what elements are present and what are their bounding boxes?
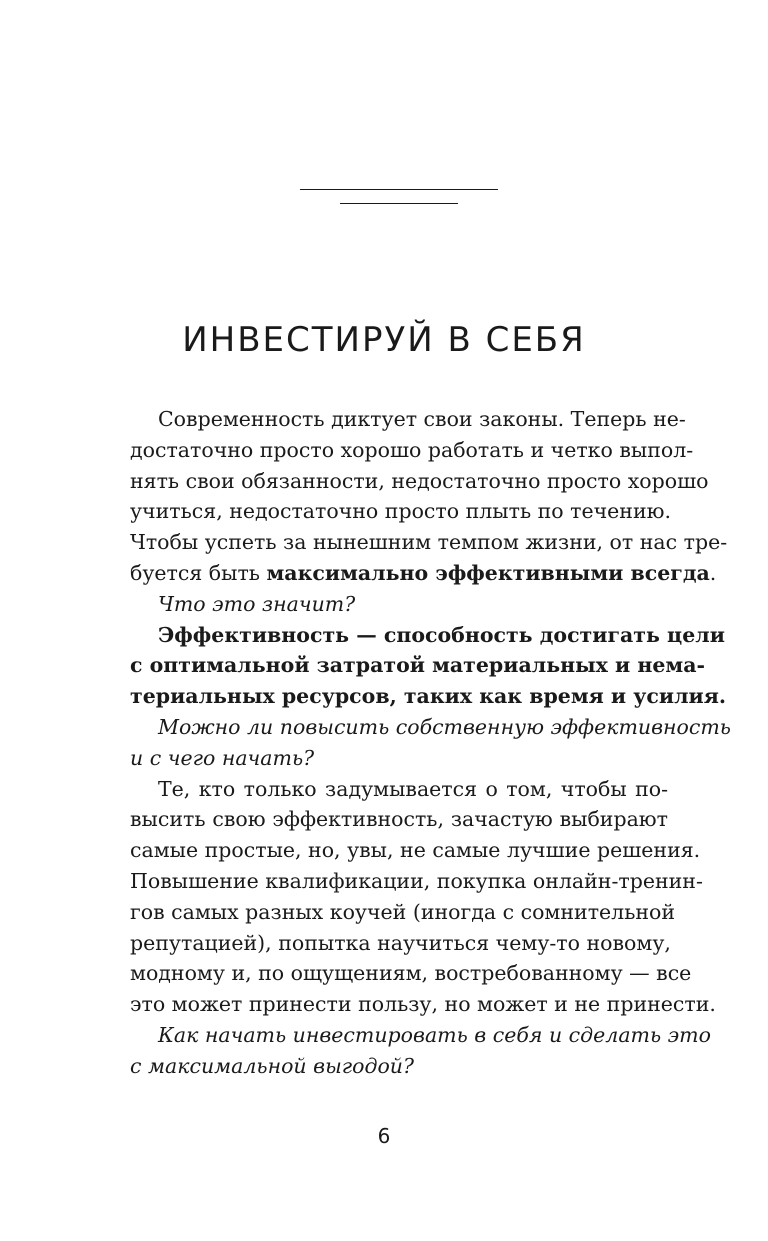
decorative-rule-top bbox=[300, 189, 498, 190]
text-fragment: . bbox=[709, 560, 717, 585]
question-how-to-invest bbox=[130, 1020, 711, 1082]
definition-paragraph bbox=[130, 620, 727, 712]
chapter-body bbox=[130, 404, 731, 1082]
text-line: Повышение квалификации, покупка онлайн-тренин- bbox=[130, 868, 703, 893]
paragraph-intro bbox=[130, 404, 728, 589]
text-line: учиться, недостаточно просто плыть по течению. bbox=[130, 499, 671, 524]
text-line: модному и, по ощущениям, востребованному — все bbox=[130, 961, 692, 986]
text-line: нять свои обязанности, недостаточно просто хорошо bbox=[130, 468, 709, 493]
question-what-does-it-mean: Что это значит? bbox=[158, 591, 356, 616]
page-number: 6 bbox=[377, 1124, 391, 1148]
question-can-we-improve bbox=[130, 712, 731, 774]
text-line: Можно ли повысить собственную эффективность bbox=[158, 714, 731, 739]
text-line: высить свою эффективность, зачастую выбирают bbox=[130, 807, 668, 832]
text-line: с оптимальной затратой материальных и нема- bbox=[130, 653, 706, 678]
text-line: с максимальной выгодой? bbox=[130, 1053, 414, 1078]
chapter-title: ИНВЕСТИРУЙ В СЕБЯ bbox=[182, 320, 586, 360]
text-line: и с чего начать? bbox=[130, 745, 315, 770]
paragraph-choices bbox=[130, 774, 716, 1020]
text-line: Те, кто только задумывается о том, чтобы по- bbox=[158, 776, 668, 801]
text-fragment: буется быть bbox=[130, 560, 267, 585]
text-line: гов самых разных коучей (иногда с сомнительной bbox=[130, 899, 676, 924]
emphasis-text: максимально эффективными всегда bbox=[266, 560, 710, 585]
text-line: самые простые, но, увы, не самые лучшие решения. bbox=[130, 838, 701, 863]
text-line: Чтобы успеть за нынешним темпом жизни, от нас тре- bbox=[130, 530, 728, 555]
text-line: это может принести пользу, но может и не принести. bbox=[130, 992, 716, 1017]
decorative-rule-bottom bbox=[340, 203, 458, 204]
text-line bbox=[130, 558, 717, 589]
text-line: териальных ресурсов, таких как время и усилия. bbox=[130, 684, 727, 709]
text-line: достаточно просто хорошо работать и четко выпол- bbox=[130, 437, 694, 462]
text-line: репутацией), попытка научиться чему-то новому, bbox=[130, 930, 671, 955]
text-line: Эффективность — способность достигать цели bbox=[158, 622, 725, 647]
text-line: Как начать инвестировать в себя и сделать это bbox=[158, 1022, 711, 1047]
text-line: Современность диктует свои законы. Теперь не- bbox=[158, 407, 686, 431]
